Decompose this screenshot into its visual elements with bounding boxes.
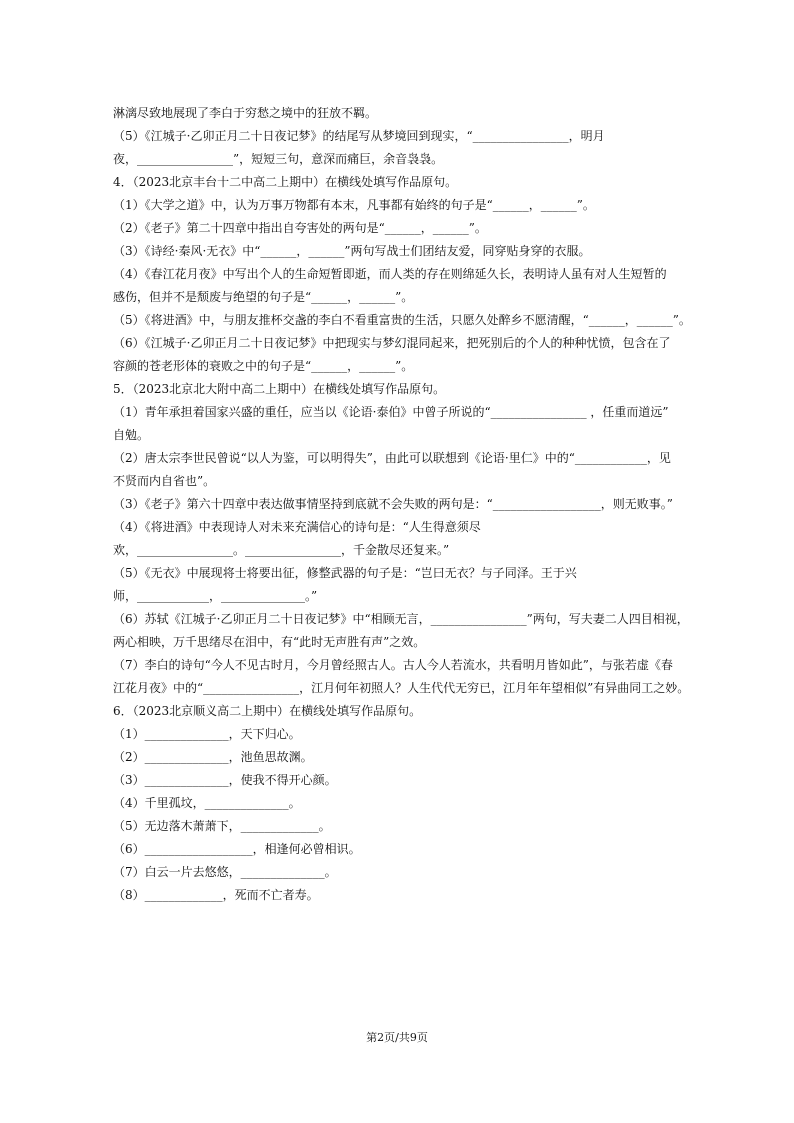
question-heading: 5．（2023北京北大附中高二上期中）在横线处填写作品原句。 [113,382,446,396]
text-line: （1）青年承担着国家兴盛的重任，应当以《论语·泰伯》中曾子所说的“________________ ，任重而道远” [113,405,669,419]
text-line: （7）白云一片去悠悠，______________。 [113,865,337,879]
page-footer: 第2页/共9页 [366,1031,428,1044]
text-line: 自勉。 [113,428,150,442]
text-line: （2）唐太宗李世民曾说“以人为鉴，可以明得失”，由此可以联想到《论语·里仁》中的“____________，见 [113,451,671,465]
text-line: 欢，________________。________________，千金散尽还复来。” [113,543,450,557]
text-line: （4）《将进酒》中表现诗人对未来充满信心的诗句是：“人生得意须尽 [113,520,481,534]
text-line: 容颜的苍老形体的衰败之中的句子是“______，______”。 [113,359,414,373]
text-line: （3）《老子》第六十四章中表达做事情坚持到底就不会失败的两句是：“__________________，则无败事。” [113,497,673,511]
text-line: 夜，________________”，短短三句，意深而痛巨，余音袅袅。 [113,152,444,166]
text-line: 感伤，但并不是颓废与绝望的句子是“______，______”。 [113,290,414,304]
text-line: （8）_____________，死而不亡者寿。 [113,888,319,902]
text-line: （4）《春江花月夜》中写出个人的生命短暂即逝，而人类的存在则绵延久长，表明诗人虽有对人生短暂的 [113,267,667,281]
text-line: （3）《诗经·秦风·无衣》中“______，______”两句写战士们团结友爱，同穿贴身穿的衣服。 [113,244,591,258]
text-line: （4）千里孤坟，______________。 [113,796,301,810]
text-line: 淋漓尽致地展现了李白于穷愁之境中的狂放不羁。 [113,106,378,120]
text-line: （3）______________，使我不得开心颜。 [113,773,337,787]
text-line: （1）《大学之道》中，认为万事万物都有本末，凡事都有始终的句子是“______，______”。 [113,198,595,212]
text-line: 师，____________，______________。” [113,589,318,603]
text-line: （5）《将进酒》中，与朋友推杯交盏的李白不看重富贵的生活，只愿久处醉乡不愿清醒，“______，______”。 [113,313,691,327]
text-line: 不贤而内自省也”。 [113,474,216,488]
question-heading: 6．（2023北京顺义高二上期中）在横线处填写作品原句。 [113,704,422,718]
text-line: 两心相映，万千思绪尽在泪中，有“此时无声胜有声”之效。 [113,635,426,649]
page-content [113,102,693,907]
text-line: （5）《无衣》中展现将士将要出征，修整武器的句子是：“岂曰无衣？与子同泽。王于兴 [113,566,577,580]
text-line: （7）李白的诗句“今人不见古时月，今月曾经照古人。古人今人若流水，共看明月皆如此”，与张若虚《春 [113,658,673,672]
text-line: （1）______________，天下归心。 [113,727,301,741]
text-line: （2）《老子》第二十四章中指出自夸害处的两句是“______，______”。 [113,221,487,235]
question-heading: 4．（2023北京丰台十二中高二上期中）在横线处填写作品原句。 [113,175,458,189]
text-line: （6）__________________，相逢何必曾相识。 [113,842,361,856]
text-line: （5）《江城子·乙卯正月二十日夜记梦》的结尾写从梦境回到现实，“________________，明月 [113,129,605,143]
text-line: （6）苏轼《江城子·乙卯正月二十日夜记梦》中“相顾无言，________________”两句，写夫妻二人四目相视， [113,612,689,626]
text-line: （6）《江城子·乙卯正月二十日夜记梦》中把现实与梦幻混同起来，把死别后的个人的种种忧愤，包含在了 [113,336,671,350]
text-line: （5）无边落木萧萧下，_____________。 [113,819,331,833]
text-line: （2）______________，池鱼思故渊。 [113,750,313,764]
text-line: 江花月夜》中的“________________，江月何年初照人？人生代代无穷已，江月年年望相似”有异曲同工之妙。 [113,681,690,695]
